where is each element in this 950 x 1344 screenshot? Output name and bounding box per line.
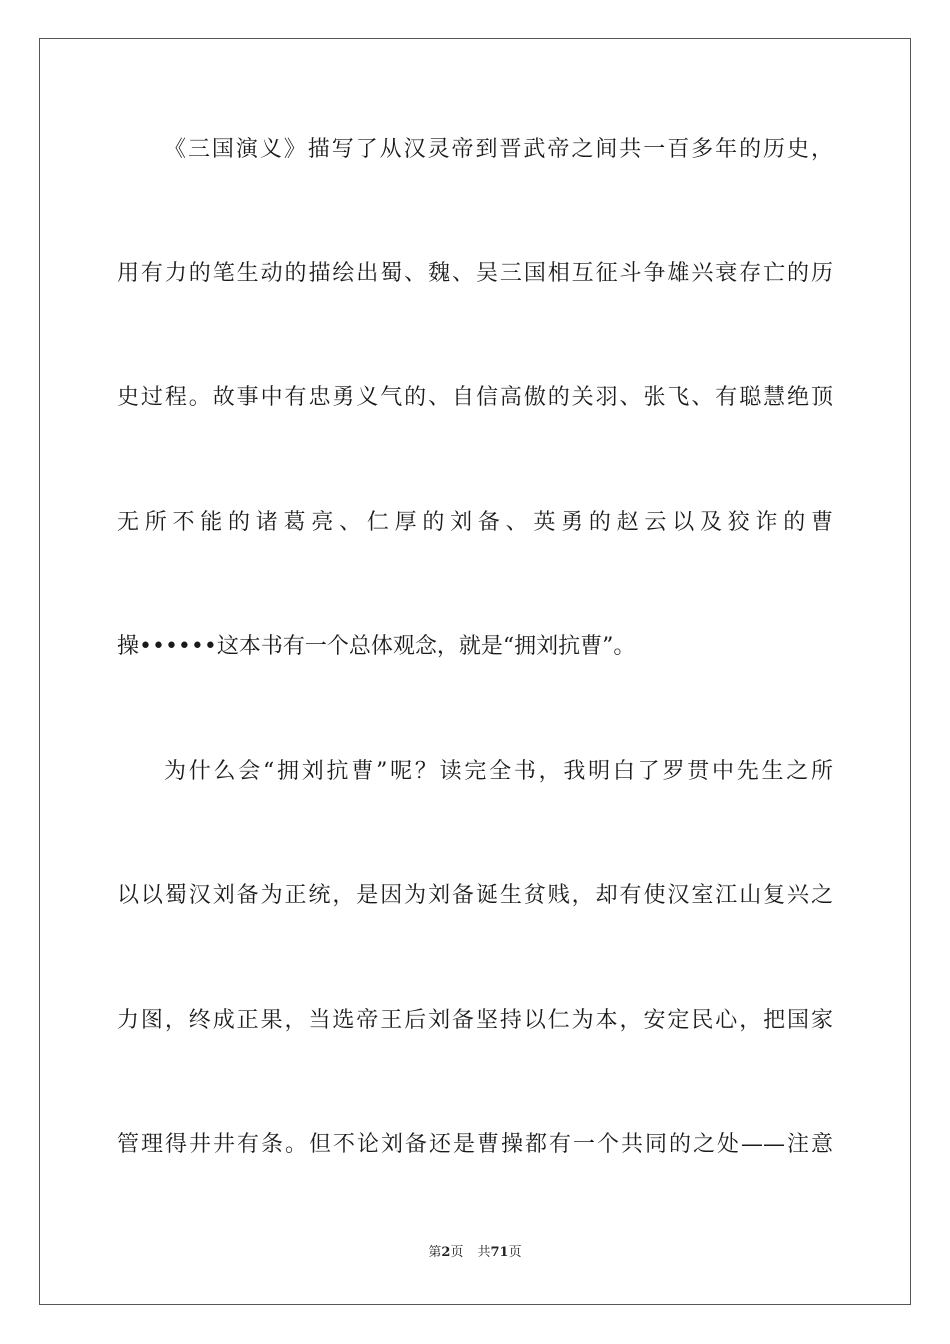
paragraph-1-line-3: 史过程。故事中有忠勇义气的、自信高傲的关羽、张飞、有聪慧绝顶 (117, 385, 833, 410)
paragraph-2-line-3: 力图，终成正果，当选帝王后刘备坚持以仁为本，安定民心，把国家 (117, 1008, 833, 1033)
page-border (39, 38, 911, 1305)
footer-total-suffix: 页 (508, 1245, 522, 1260)
paragraph-1-line-5: 操••••••这本书有一个总体观念，就是“拥刘抗曹”。 (117, 634, 636, 659)
footer-page-number: 2 (441, 1245, 451, 1260)
paragraph-2-line-1: 为什么会“拥刘抗曹”呢？读完全书，我明白了罗贯中先生之所 (164, 759, 833, 784)
paragraph-2-line-4: 管理得井井有条。但不论刘备还是曹操都有一个共同的之处——注意 (117, 1132, 833, 1157)
paragraph-1-line-4: 无所不能的诸葛亮、仁厚的刘备、英勇的赵云以及狡诈的曹 (117, 510, 833, 535)
footer-total-prefix: 共 (477, 1245, 491, 1260)
paragraph-1-line-1: 《三国演义》描写了从汉灵帝到晋武帝之间共一百多年的历史， (164, 137, 833, 162)
footer-total-pages: 71 (490, 1245, 509, 1260)
footer-page-suffix: 页 (450, 1245, 464, 1260)
footer-page-prefix: 第 (428, 1245, 442, 1260)
paragraph-1-line-2: 用有力的笔生动的描绘出蜀、魏、吴三国相互征斗争雄兴衰存亡的历 (117, 261, 833, 286)
page-footer (0, 1244, 950, 1262)
paragraph-2-line-2: 以以蜀汉刘备为正统，是因为刘备诞生贫贱，却有使汉室江山复兴之 (117, 883, 833, 908)
